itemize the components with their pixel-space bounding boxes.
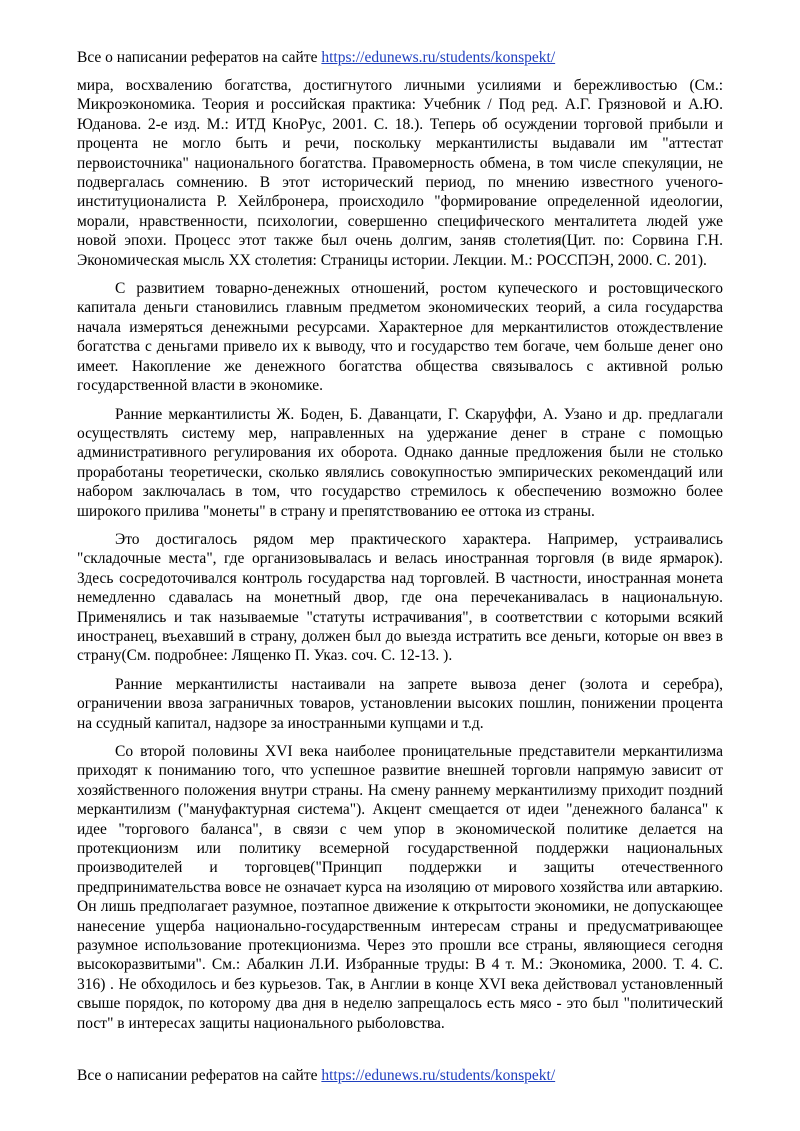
paragraph: Ранние меркантилисты настаивали на запрете вывоза денег (золота и серебра), ограничении ввоза заграничных товаров, установлении высоких пошлин, понижении процента на ссудный капитал, надзоре за иностранными купцами и т.д.: [77, 675, 723, 732]
paragraph: Ранние меркантилисты Ж. Боден, Б. Даванцати, Г. Скаруффи, А. Узано и др. предлагали осуществлять систему мер, направленных на удержание денег в стране с помощью административного регулирования их оборота. Однако данные предложения были не столько проработаны теоретически, сколько являлись совокупностью эмпирических рекомендаций или набором заключалась в том, что государство стремилось к обеспечению возможно более широкого прилива "монеты" в страну и препятствованию ее оттока из страны.: [77, 405, 723, 520]
page-footer: [77, 1066, 555, 1086]
footer-text: Все о написании рефератов на сайте: [77, 1067, 322, 1084]
header-link[interactable]: https://edunews.ru/students/konspekt/: [321, 49, 556, 66]
paragraph: Это достигалось рядом мер практического характера. Например, устраивались "складочные места", где организовывалась и велась иностранная торговля (в виде ярмарок). Здесь сосредоточивался контроль государства над торговлей. В частности, иностранная монета немедленно сдавалась на монетный двор, где она перечеканивалась в национальную. Применялись и так называемые "статуты истрачивания", в соответствии с которыми всякий иностранец, въехавший в страну, должен был до выезда истратить все деньги, которые он ввез в страну(См. подробнее: Лященко П. Указ. соч. С. 12-13. ).: [77, 530, 723, 665]
body-text: [77, 76, 723, 1042]
header-text: Все о написании рефератов на сайте: [77, 49, 322, 66]
footer-link[interactable]: https://edunews.ru/students/konspekt/: [321, 1067, 556, 1084]
paragraph: Со второй половины XVI века наиболее проницательные представители меркантилизма приходят к пониманию того, что успешное развитие внешней торговли напрямую зависит от хозяйственного положения внутри страны. На смену раннему меркантилизму приходит поздний меркантилизм ("мануфактурная система"). Акцент смещается от идеи "денежного баланса" к идее "торгового баланса", в связи с чем упор в экономической политике делается на протекционизм или политику всемерной государственной поддержки национальных производителей и торговцев("Принцип поддержки и защиты отечественного предпринимательства вовсе не означает курса на изоляцию от мирового хозяйства или автаркию. Он лишь предполагает разумное, поэтапное движение к открытости экономики, не допускающее нанесение ущерба национально-государственным интересам страны и предусматривающее разумное использование протекционизма. Через это прошли все страны, являющиеся сегодня высокоразвитыми". См.: Абалкин Л.И. Избранные труды: В 4 т. М.: Экономика, 2000. Т. 4. С. 316) . Не обходилось и без курьезов. Так, в Англии в конце XVI века действовал установленный свыше порядок, по которому два дня в неделю запрещалось есть мясо - это был "политический пост" в интересах защиты национального рыболовства.: [77, 743, 723, 1032]
page-header: [77, 48, 555, 68]
paragraph-continued: мира, восхвалению богатства, достигнутого личными усилиями и бережливостью (См.: Микроэкономика. Теория и российская практика: Учебник / Под ред. А.Г. Грязновой и А.Ю. Юданова. 2-е изд. М.: ИТД КноРус, 2001. С. 18.). Теперь об осуждении торговой прибыли и процента не могло быть и речи, поскольку меркантилисты выдавали им "аттестат первоисточника" национального богатства. Правомерность обмена, в том числе спекуляции, не подвергалась сомнению. В этот исторический период, по мнению известного ученого-институционалиста Р. Хейлбронера, происходило "формирование определенной идеологии, морали, нравственности, психологии, совершенно специфического менталитета людей уже новой эпохи. Процесс этот также был очень долгим, заняв столетия(Цит. по: Сорвина Г.Н. Экономическая мысль ХХ столетия: Страницы истории. Лекции. М.: РОССПЭН, 2000. С. 201).: [77, 77, 723, 269]
paragraph: С развитием товарно-денежных отношений, ростом купеческого и ростовщического капитала деньги становились главным предметом экономических теорий, а сила государства начала измеряться денежными ресурсами. Характерное для меркантилистов отождествление богатства с деньгами привело их к выводу, что и государство тем богаче, чем больше денег оно имеет. Накопление же денежного богатства общества связывалось с активной ролью государственной власти в экономике.: [77, 280, 723, 395]
